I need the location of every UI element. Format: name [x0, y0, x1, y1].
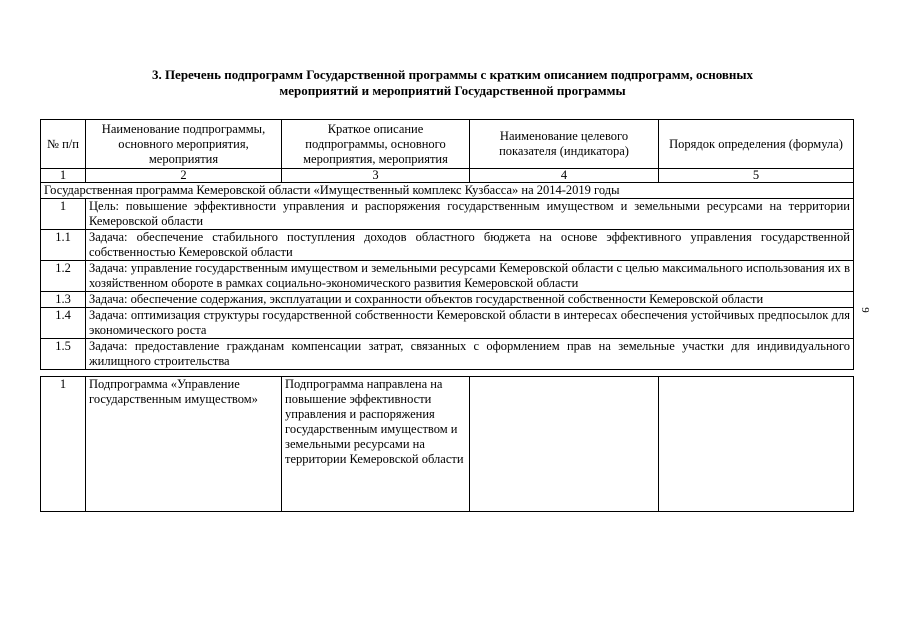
- heading-line-1: 3. Перечень подпрограмм Государственной программы с кратким описанием подпрограмм, основных: [151, 67, 754, 82]
- row-num: 1: [41, 199, 86, 230]
- table-row: [41, 230, 854, 261]
- row-num: 1.1: [41, 230, 86, 261]
- row-text: Задача: оптимизация структуры государственной собственности Кемеровской области в интересах обеспечения устойчивых предпосылок для экономического роста: [86, 308, 854, 339]
- column-number: 3: [282, 169, 470, 183]
- spacer-row: [41, 370, 854, 377]
- program-title-row: [41, 183, 854, 199]
- subprogram-row: [41, 377, 854, 512]
- subprogram-table: [40, 119, 854, 512]
- program-title: Государственная программа Кемеровской области «Имущественный комплекс Кузбасса» на 2014-2019 годы: [41, 183, 854, 199]
- header-indicator: Наименование целевого показателя (индикатора): [470, 120, 659, 169]
- subprogram-description: Подпрограмма направлена на повышение эффективности управления и распоряжения государственным имуществом и земельными ресурсами на территории Кемеровской области: [282, 377, 470, 512]
- header-num: № п/п: [41, 120, 86, 169]
- column-number: 4: [470, 169, 659, 183]
- table-row: [41, 261, 854, 292]
- row-text: Задача: предоставление гражданам компенсации затрат, связанных с оформлением прав на земельные участки для индивидуального жилищного строительства: [86, 339, 854, 370]
- page-number: 9: [858, 307, 871, 313]
- column-number: 1: [41, 169, 86, 183]
- heading-line-2: мероприятий и мероприятий Государственной программы: [279, 83, 626, 98]
- row-text: Цель: повышение эффективности управления и распоряжения государственным имуществом и земельными ресурсами на территории Кемеровской области: [86, 199, 854, 230]
- subprogram-indicator: [470, 377, 659, 512]
- row-num: 1.2: [41, 261, 86, 292]
- subprogram-num: 1: [41, 377, 86, 512]
- row-text: Задача: обеспечение содержания, эксплуатации и сохранности объектов государственной собственности Кемеровской области: [86, 292, 854, 308]
- header-formula: Порядок определения (формула): [659, 120, 854, 169]
- header-description: Краткое описание подпрограммы, основного мероприятия, мероприятия: [282, 120, 470, 169]
- table-row: [41, 339, 854, 370]
- section-heading: [40, 67, 865, 99]
- subprogram-formula: [659, 377, 854, 512]
- row-num: 1.5: [41, 339, 86, 370]
- column-number: 5: [659, 169, 854, 183]
- header-name: Наименование подпрограммы, основного мероприятия, мероприятия: [86, 120, 282, 169]
- column-number-row: [41, 169, 854, 183]
- table-row: [41, 199, 854, 230]
- table-row: [41, 292, 854, 308]
- column-number: 2: [86, 169, 282, 183]
- table-row: [41, 308, 854, 339]
- row-num: 1.3: [41, 292, 86, 308]
- subprogram-name: Подпрограмма «Управление государственным имуществом»: [86, 377, 282, 512]
- row-text: Задача: управление государственным имуществом и земельными ресурсами Кемеровской области с целью максимального использования их в хозяйственном обороте в рамках социально-экономического развития Кемеровской области: [86, 261, 854, 292]
- row-num: 1.4: [41, 308, 86, 339]
- table-header-row: [41, 120, 854, 169]
- spacer-cell: [41, 370, 854, 377]
- row-text: Задача: обеспечение стабильного поступления доходов областного бюджета на основе эффективного управления государственной собственностью Кемеровской области: [86, 230, 854, 261]
